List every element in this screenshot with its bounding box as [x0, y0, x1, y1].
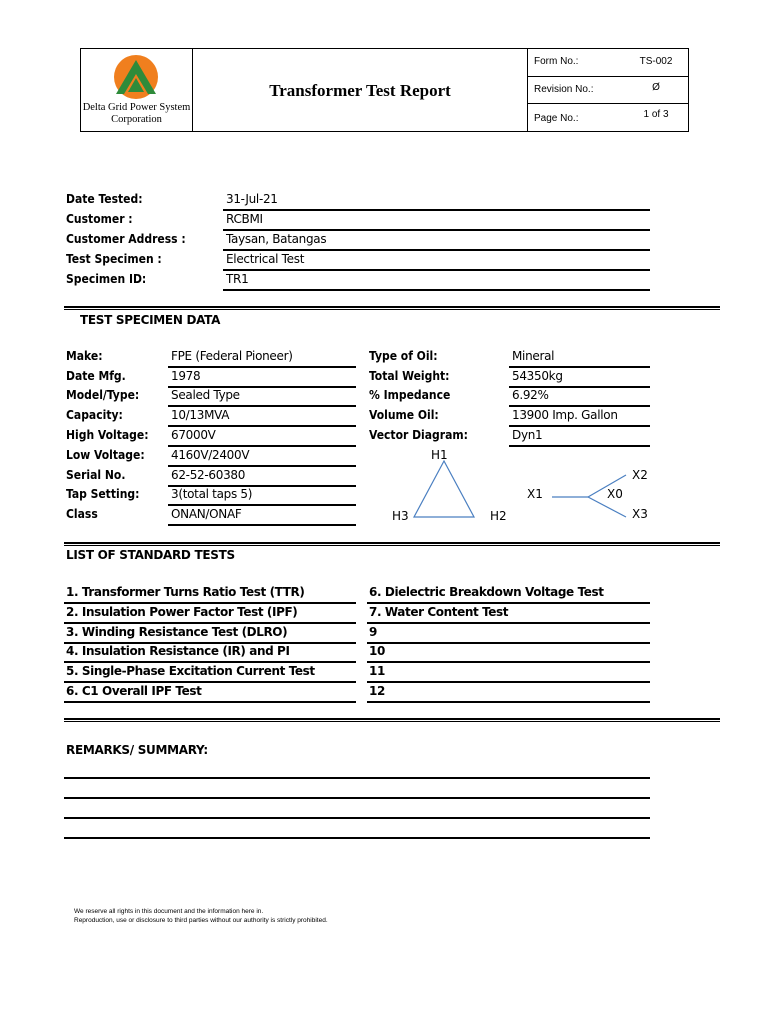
impedance-label: % Impedance — [369, 388, 451, 402]
test-item: 6. Dielectric Breakdown Voltage Test — [369, 585, 604, 599]
remarks-line — [64, 777, 650, 779]
specimen-id-value: TR1 — [226, 272, 249, 286]
remarks-title: REMARKS/ SUMMARY: — [66, 743, 208, 757]
underline — [64, 602, 356, 604]
underline — [367, 661, 650, 663]
underline — [367, 602, 650, 604]
x2-label: X2 — [632, 468, 648, 482]
test-item: 1. Transformer Turns Ratio Test (TTR) — [66, 585, 305, 599]
underline — [64, 701, 356, 703]
underline — [223, 229, 650, 231]
x3-label: X3 — [632, 507, 648, 521]
underline — [509, 405, 650, 407]
test-item: 5. Single-Phase Excitation Current Test — [66, 664, 315, 678]
footer-disclaimer — [74, 907, 328, 925]
underline — [509, 366, 650, 368]
capacity-value: 10/13MVA — [171, 408, 230, 422]
underline — [64, 622, 356, 624]
underline — [168, 425, 356, 427]
section-divider — [64, 542, 720, 546]
test-specimen-label: Test Specimen : — [66, 252, 162, 266]
revision-label: Revision No.: — [534, 84, 594, 95]
vector-diagram-value: Dyn1 — [512, 428, 543, 442]
low-voltage-value: 4160V/2400V — [171, 448, 250, 462]
footer-line-2: Reproduction, use or disclosure to third parties without our authority is strictly prohibited. — [74, 917, 328, 924]
form-number-label: Form No.: — [534, 56, 579, 67]
section-divider — [64, 306, 720, 310]
form-number-value: TS-002 — [639, 56, 673, 67]
underline — [168, 405, 356, 407]
oil-type-label: Type of Oil: — [369, 349, 438, 363]
high-voltage-label: High Voltage: — [66, 428, 149, 442]
underline — [509, 425, 650, 427]
page-label: Page No.: — [534, 113, 579, 124]
underline — [509, 445, 650, 447]
form-number-row — [528, 49, 689, 77]
underline — [223, 269, 650, 271]
page-row — [528, 104, 689, 131]
customer-address-value: Taysan, Batangas — [226, 232, 327, 246]
impedance-value: 6.92% — [512, 388, 549, 402]
test-item: 4. Insulation Resistance (IR) and PI — [66, 644, 290, 658]
revision-row — [528, 76, 689, 104]
underline — [64, 661, 356, 663]
section-divider — [64, 718, 720, 722]
underline — [168, 366, 356, 368]
company-name: Delta Grid Power System Corporation — [82, 102, 191, 125]
remarks-line — [64, 837, 650, 839]
total-weight-label: Total Weight: — [369, 369, 450, 383]
underline — [168, 504, 356, 506]
date-mfg-label: Date Mfg. — [66, 369, 126, 383]
underline — [223, 289, 650, 291]
underline — [168, 524, 356, 526]
h3-label: H3 — [392, 509, 409, 523]
underline — [168, 445, 356, 447]
footer-line-1: We reserve all rights in this document and the information here in. — [74, 908, 264, 915]
date-tested-label: Date Tested: — [66, 192, 143, 206]
document-header — [80, 48, 689, 132]
volume-oil-label: Volume Oil: — [369, 408, 439, 422]
test-item: 7. Water Content Test — [369, 605, 509, 619]
capacity-label: Capacity: — [66, 408, 123, 422]
h1-label: H1 — [431, 448, 448, 462]
serial-number-value: 62-52-60380 — [171, 468, 246, 482]
remarks-line — [64, 797, 650, 799]
underline — [367, 701, 650, 703]
test-item: 12 — [369, 684, 385, 698]
form-info-block — [527, 49, 689, 131]
test-item: 11 — [369, 664, 385, 678]
h2-label: H2 — [490, 509, 507, 523]
class-value: ONAN/ONAF — [171, 507, 242, 521]
test-item: 9 — [369, 625, 377, 639]
underline — [367, 642, 650, 644]
tap-setting-value: 3(total taps 5) — [171, 487, 253, 501]
test-specimen-value: Electrical Test — [226, 252, 305, 266]
underline — [223, 249, 650, 251]
underline — [64, 681, 356, 683]
tests-section-title: LIST OF STANDARD TESTS — [66, 548, 235, 562]
remarks-line — [64, 817, 650, 819]
class-label: Class — [66, 507, 98, 521]
test-item: 10 — [369, 644, 385, 658]
specimen-id-label: Specimen ID: — [66, 272, 147, 286]
model-type-value: Sealed Type — [171, 388, 240, 402]
low-voltage-label: Low Voltage: — [66, 448, 145, 462]
vector-diagram-label: Vector Diagram: — [369, 428, 468, 442]
company-block — [81, 49, 193, 131]
tap-setting-label: Tap Setting: — [66, 487, 140, 501]
report-title: Transformer Test Report — [269, 81, 451, 100]
date-tested-value: 31-Jul-21 — [226, 192, 278, 206]
underline — [168, 465, 356, 467]
test-item: 6. C1 Overall IPF Test — [66, 684, 202, 698]
underline — [367, 622, 650, 624]
total-weight-value: 54350kg — [512, 369, 563, 383]
page-value: 1 of 3 — [643, 109, 669, 120]
test-item: 2. Insulation Power Factor Test (IPF) — [66, 605, 298, 619]
make-label: Make: — [66, 349, 103, 363]
x0-label: X0 — [607, 487, 623, 501]
customer-address-label: Customer Address : — [66, 232, 186, 246]
customer-value: RCBMI — [226, 212, 263, 226]
x1-label: X1 — [527, 487, 543, 501]
test-item: 3. Winding Resistance Test (DLRO) — [66, 625, 288, 639]
make-value: FPE (Federal Pioneer) — [171, 349, 293, 363]
revision-value: Ø — [652, 82, 660, 93]
oil-type-value: Mineral — [512, 349, 555, 363]
specimen-section-title: TEST SPECIMEN DATA — [80, 313, 221, 327]
underline — [367, 681, 650, 683]
delta-triangle — [414, 461, 474, 517]
customer-label: Customer : — [66, 212, 133, 226]
date-mfg-value: 1978 — [171, 369, 201, 383]
model-type-label: Model/Type: — [66, 388, 140, 402]
underline — [223, 209, 650, 211]
company-logo — [112, 54, 160, 100]
high-voltage-value: 67000V — [171, 428, 216, 442]
serial-number-label: Serial No. — [66, 468, 126, 482]
volume-oil-value: 13900 Imp. Gallon — [512, 408, 618, 422]
